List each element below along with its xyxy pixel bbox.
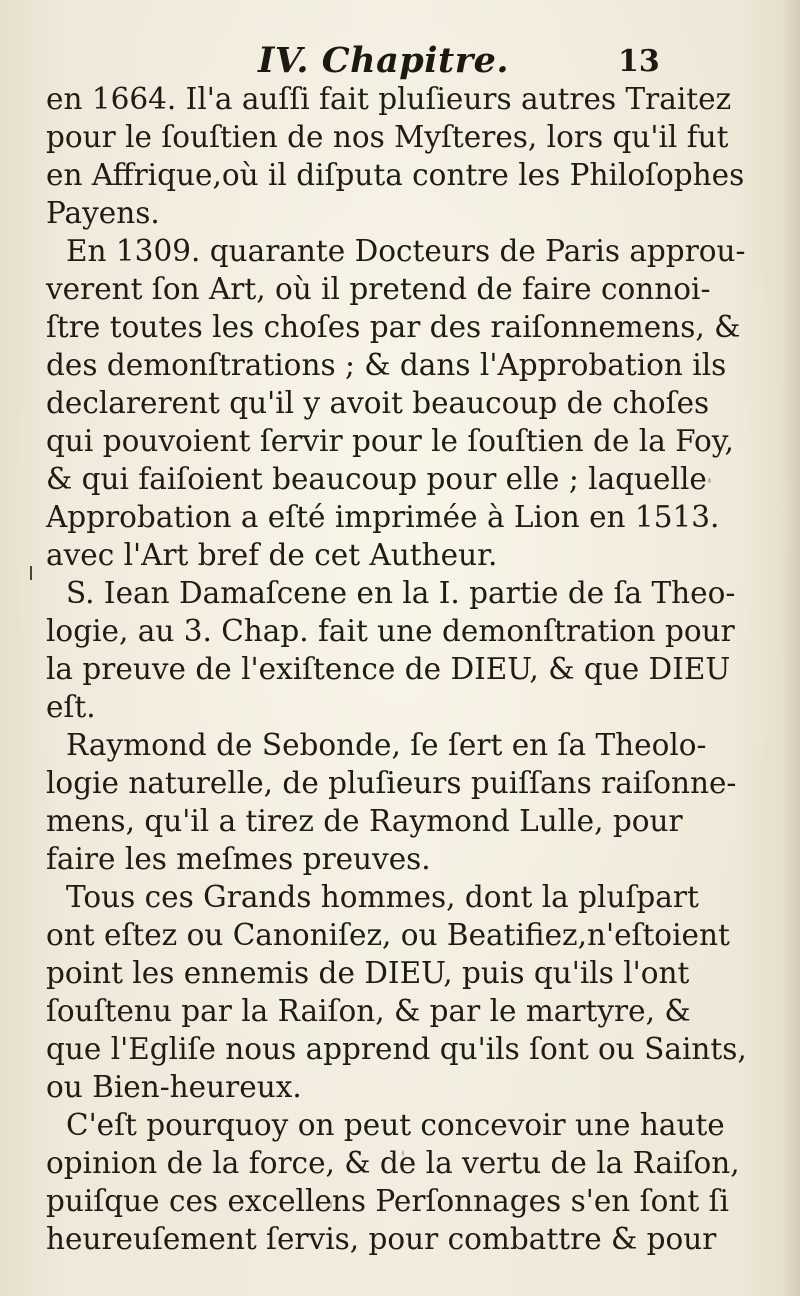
text-line: avec l'Art bref de cet Autheur. <box>46 538 498 572</box>
paper-speck <box>402 1150 404 1156</box>
paper-speck <box>574 744 577 747</box>
text-line: Raymond de Sebonde, ſe ſert en ſa Theolo- <box>66 728 707 762</box>
text-line: logie, au 3. Chap. fait une demonſtration pour <box>46 614 735 648</box>
running-head <box>0 40 800 84</box>
text-line: ou Bien-heureux. <box>46 1070 302 1104</box>
text-line: pour le ſouſtien de nos Myſteres, lors qu'il fut <box>46 120 729 154</box>
text-line: qui pouvoient ſervir pour le ſouſtien de la Foy, <box>46 424 734 458</box>
text-line: heureuſement ſervis, pour combattre & pour <box>46 1222 717 1256</box>
text-line: C'eſt pourquoy on peut concevoir une haute <box>66 1108 725 1142</box>
text-line: ſouſtenu par la Raiſon, & par le martyre, & <box>46 994 691 1028</box>
text-line: faire les meſmes preuves. <box>46 842 431 876</box>
text-line: que l'Egliſe nous apprend qu'ils ſont ou Saints, <box>46 1032 747 1066</box>
paper-speck <box>330 1200 332 1208</box>
text-line: ont eſtez ou Canoniſez, ou Beatifiez,n'eſtoient <box>46 918 730 952</box>
text-line: En 1309. quarante Docteurs de Paris approu- <box>66 234 746 268</box>
text-line: logie naturelle, de pluſieurs puiſſans raiſonne- <box>46 766 737 800</box>
text-line: verent ſon Art, où il pretend de faire connoi- <box>46 272 711 306</box>
text-line: ſtre toutes les choſes par des raiſonnemens, & <box>46 310 741 344</box>
chapter-heading: IV. Chapitre. <box>258 40 510 81</box>
margin-mark <box>30 566 32 580</box>
text-line: Payens. <box>46 196 160 230</box>
body-text <box>46 80 747 1258</box>
text-line: mens, qu'il a tirez de Raymond Lulle, pour <box>46 804 683 838</box>
text-line: declarerent qu'il y avoit beaucoup de choſes <box>46 386 710 420</box>
text-line: des demonſtrations ; & dans l'Approbation ils <box>46 348 727 382</box>
text-line: Approbation a eſté imprimée à Lion en 1513. <box>46 500 720 534</box>
text-line: la preuve de l'exiſtence de DIEU, & que DIEU <box>46 652 731 686</box>
text-line: opinion de la force, & de la vertu de la Raiſon, <box>46 1146 740 1180</box>
page-edge-shadow <box>782 0 800 1296</box>
paper-speck <box>708 478 711 483</box>
text-line: eſt. <box>46 690 96 724</box>
page-number: 13 <box>618 44 660 79</box>
text-line: en 1664. Il'a auſſi fait pluſieurs autres Traitez <box>46 82 732 116</box>
text-line: en Affrique,où il diſputa contre les Philoſophes <box>46 158 745 192</box>
text-line: puiſque ces excellens Perſonnages s'en ſont ſi <box>46 1184 729 1218</box>
text-line: & qui faiſoient beaucoup pour elle ; laquelle <box>46 462 707 496</box>
text-line: S. Iean Damaſcene en la I. partie de ſa Theo- <box>66 576 736 610</box>
text-line: Tous ces Grands hommes, dont la pluſpart <box>66 880 699 914</box>
text-line: point les ennemis de DIEU, puis qu'ils l'ont <box>46 956 690 990</box>
